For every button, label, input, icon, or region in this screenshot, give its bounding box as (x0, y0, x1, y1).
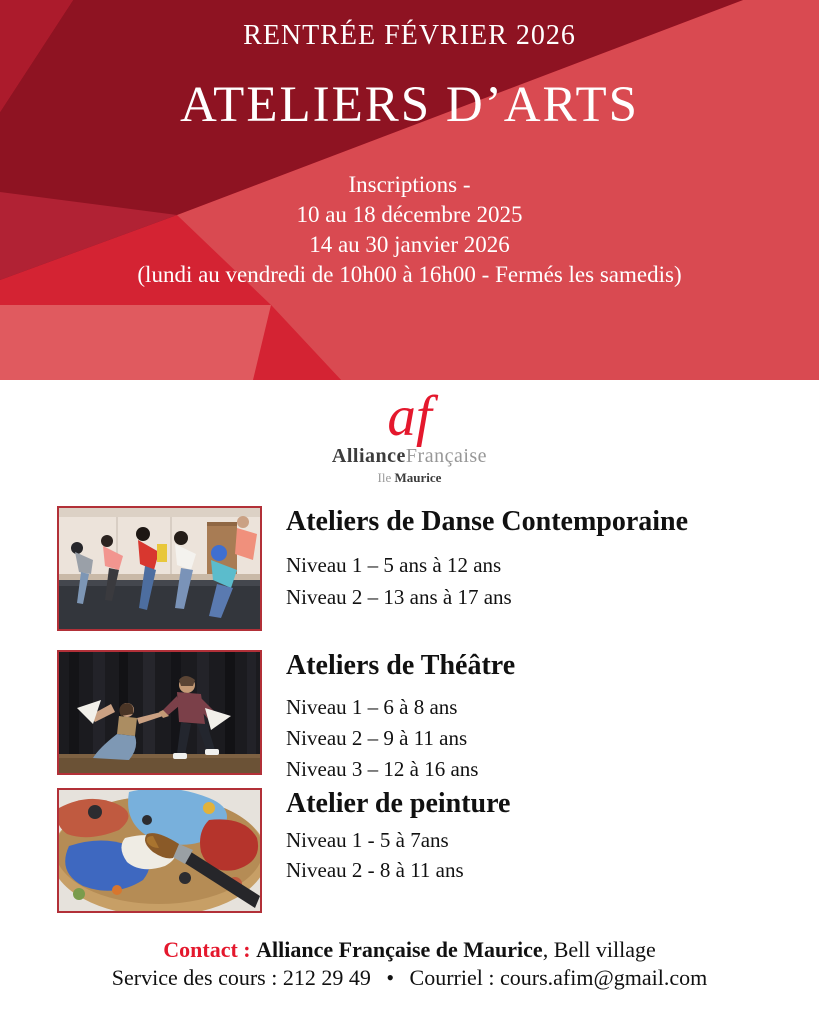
workshop-title: Ateliers de Danse Contemporaine (286, 506, 689, 537)
contact-line-2 (0, 964, 819, 992)
workshop-levels (286, 549, 799, 613)
workshop-levels (286, 825, 799, 885)
header-banner (0, 0, 819, 380)
workshop-danse-section (0, 506, 819, 613)
theatre-rehearsal-photo (57, 650, 262, 775)
workshop-level: Niveau 2 – 9 à 11 ans (286, 726, 468, 750)
af-monogram-icon: af (387, 385, 432, 448)
dance-class-photo (57, 506, 262, 631)
email-label: Courriel : (409, 965, 495, 990)
theatre-rehearsal-illustration (59, 652, 260, 773)
workshop-level: Niveau 2 - 8 à 11 ans (286, 858, 464, 882)
paint-palette-illustration (59, 790, 260, 911)
workshop-title: Ateliers de Théâtre (286, 650, 516, 681)
workshop-levels (286, 692, 799, 785)
contact-location: , Bell village (542, 937, 656, 962)
phone-number: 212 29 49 (282, 965, 371, 990)
workshop-level: Niveau 1 - 5 à 7ans (286, 828, 449, 852)
workshop-level: Niveau 2 – 13 ans à 17 ans (286, 585, 512, 609)
workshop-level: Niveau 1 – 5 ans à 12 ans (286, 553, 502, 577)
logo-name-alliance: Alliance (331, 445, 406, 467)
contact-org: Alliance Française de Maurice (256, 937, 543, 962)
logo-region (0, 471, 819, 484)
logo-name (0, 446, 819, 466)
workshop-theatre-info (286, 650, 799, 785)
contact-label: Contact : (163, 937, 251, 962)
workshop-peinture-info (286, 788, 799, 885)
bullet-separator: • (386, 965, 395, 990)
logo-region-maurice: Maurice (394, 470, 442, 485)
inscription-line: (lundi au vendredi de 10h00 à 16h00 - Fermés les samedis) (137, 262, 682, 287)
header-kicker: RENTRÉE FÉVRIER 2026 (243, 20, 576, 51)
inscription-line: Inscriptions - (348, 172, 471, 197)
logo-name-francaise: Française (405, 445, 488, 467)
contact-line-1 (0, 936, 819, 964)
contact-block (0, 936, 819, 992)
alliance-francaise-logo (0, 385, 819, 485)
page-title: ATELIERS D’ARTS (179, 77, 640, 133)
dance-class-illustration (59, 508, 260, 629)
service-label: Service des cours : (111, 965, 278, 990)
workshop-danse-info (286, 506, 799, 613)
header-bg-salmon-band (0, 305, 271, 380)
logo-region-ile: Ile (377, 470, 395, 485)
workshop-level: Niveau 3 – 12 à 16 ans (286, 757, 479, 781)
inscription-line: 10 au 18 décembre 2025 (296, 202, 523, 227)
email-address: cours.afim@gmail.com (499, 965, 708, 990)
workshop-theatre-section (0, 650, 819, 785)
workshop-peinture-section (0, 788, 819, 885)
workshop-title: Atelier de peinture (286, 788, 511, 819)
inscription-dates (0, 170, 819, 290)
workshop-level: Niveau 1 – 6 à 8 ans (286, 695, 458, 719)
inscription-line: 14 au 30 janvier 2026 (309, 232, 510, 257)
paint-palette-photo (57, 788, 262, 913)
